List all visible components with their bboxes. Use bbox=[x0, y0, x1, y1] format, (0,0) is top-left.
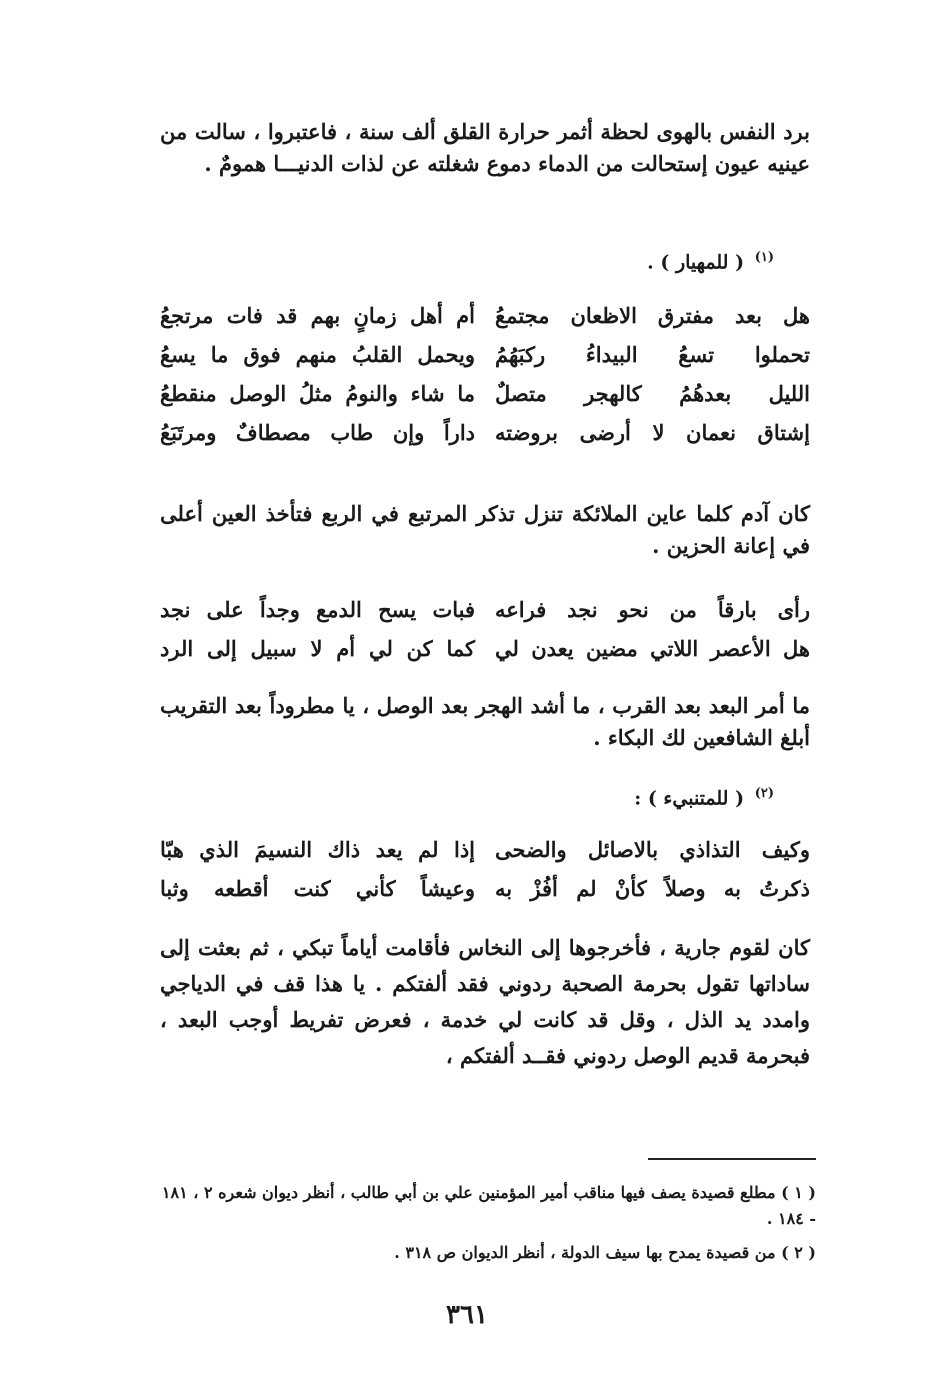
verse-first-hemistich: إشتاق نعمان لا أرضى بروضته bbox=[495, 420, 810, 445]
verse-second-hemistich: كما كن لي أم لا سبيل إلى الرد bbox=[160, 636, 475, 661]
poem-verse bbox=[160, 413, 810, 452]
verse-second-hemistich: وعيشاً كأني كنت أقطعه وثبا bbox=[160, 876, 475, 901]
poem-verse bbox=[160, 374, 810, 413]
paragraph-1: برد النفس بالهوى لحظة أثمر حرارة القلق ألف سنة ، فاعتبروا ، سالت من عينيه عيون إستحالت من الدماء دموع شغلته عن لذات الدنيـــا همومٌ . bbox=[160, 119, 810, 176]
verse-first-hemistich: هل بعد مفترق الاظعان مجتمعُ bbox=[495, 303, 810, 328]
footnote-2: ( ٢ ) من قصيدة يمدح بها سيف الدولة ، أنظر الديوان ص ٣١٨ . bbox=[394, 1243, 816, 1262]
verse-first-hemistich: الليل بعدهُمُ كالهجر متصلٌ bbox=[495, 381, 810, 406]
verse-second-hemistich: فبات يسح الدمع وجداً على نجد bbox=[160, 597, 475, 622]
verse-second-hemistich: ما شاء والنومُ مثلُ الوصل منقطعُ bbox=[160, 381, 475, 406]
poem-verse bbox=[160, 869, 810, 908]
footnote-divider bbox=[648, 1158, 816, 1160]
footnote-1: ( ١ ) مطلع قصيدة يصف فيها مناقب أمير المؤمنين علي بن أبي طالب ، أنظر ديوان شعره ٢ ، ١٨١ - ١٨٤ . bbox=[161, 1183, 816, 1228]
verse-second-hemistich: أم أهل زمانٍ بهم قد فات مرتجعُ bbox=[160, 303, 475, 328]
paragraph-2: كان آدم كلما عاين الملائكة تنزل تذكر المرتبع في الربع فتأخذ العين أعلى في إعانة الحزين . bbox=[160, 501, 810, 558]
poem-verse bbox=[160, 830, 810, 869]
footnote-marker: (٢) bbox=[754, 786, 774, 801]
paragraph-4: كان لقوم جارية ، فأخرجوها إلى النخاس فأقامت أياماً تبكي ، ثم بعثت إلى ساداتها تقول بحرمة الصحبة ردوني فقد ألفتكم . يا هذا قف في الدياجي وامدد يد الذل ، وقل قد كانت لي خدمة ، فعرض تفريط أوجب البعد ، فبحرمة قديم الوصل ردوني فقــد ألفتكم ، bbox=[160, 935, 810, 1068]
poem-najd bbox=[160, 590, 810, 668]
paragraph-3: ما أمر البعد بعد القرب ، ما أشد الهجر بعد الوصل ، يا مطروداً بعد التقريب أبلغ الشافعين لك البكاء . bbox=[160, 693, 810, 750]
verse-second-hemistich: ويحمل القلبُ منهم فوق ما يسعُ bbox=[160, 342, 475, 367]
footnote-marker: (١) bbox=[754, 250, 774, 265]
verse-first-hemistich: تحملوا تسعُ البيداءُ ركبَهُمُ bbox=[495, 342, 810, 367]
poem-verse bbox=[160, 335, 810, 374]
section-heading-mihyar bbox=[647, 250, 774, 273]
verse-second-hemistich: داراً وإن طاب مصطافٌ ومرتَبَعُ bbox=[160, 420, 475, 445]
poem-mihyar bbox=[160, 296, 810, 452]
section-heading-mutanabbi bbox=[634, 786, 774, 809]
poem-mutanabbi bbox=[160, 830, 810, 908]
poem-verse bbox=[160, 629, 810, 668]
heading-text: ( للمهيار ) . bbox=[647, 251, 745, 274]
verse-first-hemistich: هل الأعصر اللاتي مضين يعدن لي bbox=[495, 636, 810, 661]
verse-first-hemistich: وكيف التذاذي بالاصائل والضحى bbox=[495, 837, 810, 862]
page-number: ٣٦١ bbox=[446, 1300, 488, 1330]
poem-verse bbox=[160, 590, 810, 629]
verse-second-hemistich: إذا لم يعد ذاك النسيمَ الذي هبّا bbox=[160, 837, 475, 862]
heading-text: ( للمتنبيء ) : bbox=[634, 787, 745, 810]
verse-first-hemistich: ذكرتُ به وصلاً كأنْ لم أفُزْ به bbox=[495, 876, 810, 901]
verse-first-hemistich: رأى بارقاً من نحو نجد فراعه bbox=[495, 597, 810, 622]
poem-verse bbox=[160, 296, 810, 335]
